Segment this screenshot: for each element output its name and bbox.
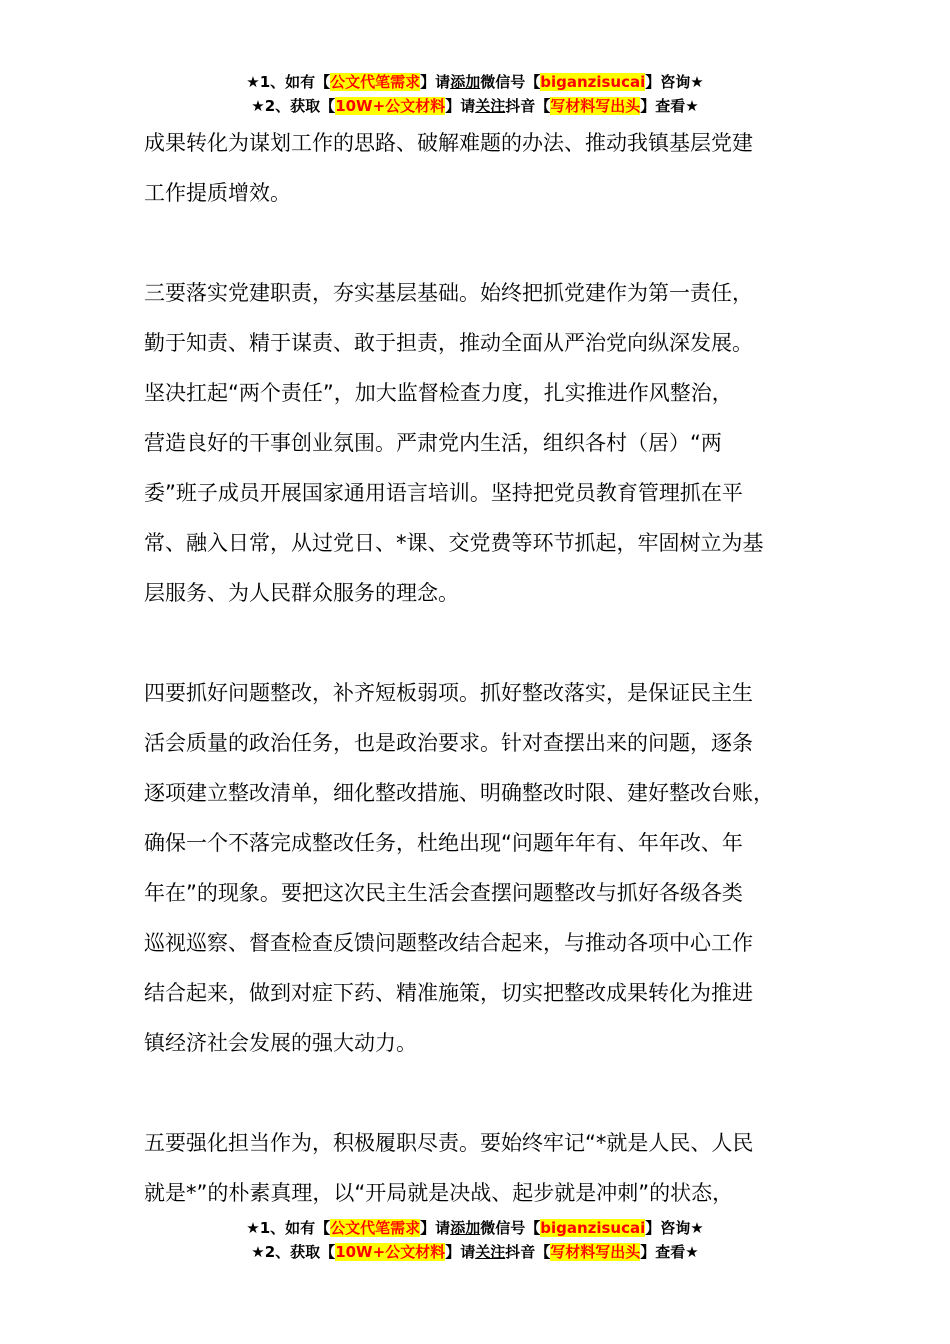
text-line: 坚决扛起“两个责任”，加大监督检查力度，扎实推进作风整治， [144, 381, 733, 405]
text-line: 勤于知责、精于谋责、敢于担责，推动全面从严治党向纵深发展。 [144, 331, 753, 355]
banner-highlight: 公文代笔需求 [330, 73, 421, 91]
footer-banner [0, 1216, 950, 1264]
banner-highlight: biganzisucai [540, 1219, 646, 1237]
banner-line-1 [0, 1216, 950, 1240]
text-line: 逐项建立整改清单，细化整改措施、明确整改时限、建好整改台账， [144, 781, 774, 805]
text-line: 层服务、为人民群众服务的理念。 [144, 581, 459, 605]
banner-text: 】请 [420, 1219, 451, 1237]
text-line: 就是*”的朴素真理，以“开局就是决战、起步就是冲刺”的状态， [144, 1181, 734, 1205]
banner-highlight: 写材料写出头 [550, 97, 641, 115]
banner-text: 】查看★ [640, 1243, 699, 1261]
banner-text: 抖音【 [505, 97, 551, 115]
paragraph-spacer [144, 218, 834, 268]
text-line: 工作提质增效。 [144, 181, 291, 205]
text-line: 四要抓好问题整改，补齐短板弱项。抓好整改落实，是保证民主生 [144, 681, 753, 705]
banner-underline: 关注 [475, 1243, 506, 1261]
banner-underline: 添加 [450, 73, 481, 91]
banner-line-2 [0, 94, 950, 118]
text-line: 常、融入日常，从过党日、*课、交党费等环节抓起，牢固树立为基 [144, 531, 764, 555]
banner-highlight: 写材料写出头 [550, 1243, 641, 1261]
banner-underline: 关注 [475, 97, 506, 115]
text-line: 确保一个不落完成整改任务，杜绝出现“问题年年有、年年改、年 [144, 831, 743, 855]
banner-text: ★1、如有【 [246, 1219, 331, 1237]
paragraph [144, 1118, 834, 1218]
text-line: 活会质量的政治任务，也是政治要求。针对查摆出来的问题，逐条 [144, 731, 753, 755]
banner-text: 】咨询★ [645, 1219, 704, 1237]
text-line: 委”班子成员开展国家通用语言培训。坚持把党员教育管理抓在平 [144, 481, 743, 505]
banner-text: 】请 [420, 73, 451, 91]
paragraph-spacer [144, 618, 834, 668]
banner-text: 微信号【 [480, 1219, 541, 1237]
text-line: 营造良好的干事创业氛围。严肃党内生活，组织各村（居）“两 [144, 431, 722, 455]
banner-text: 微信号【 [480, 73, 541, 91]
banner-text: 】查看★ [640, 97, 699, 115]
text-line: 年在”的现象。要把这次民主生活会查摆问题整改与抓好各级各类 [144, 881, 743, 905]
banner-text: ★2、获取【 [251, 1243, 336, 1261]
banner-text: 】请 [445, 97, 476, 115]
paragraph [144, 668, 834, 1068]
text-line: 结合起来，做到对症下药、精准施策，切实把整改成果转化为推进 [144, 981, 753, 1005]
paragraph-spacer [144, 1068, 834, 1118]
document-body [144, 118, 834, 1218]
banner-text: 抖音【 [505, 1243, 551, 1261]
text-line: 三要落实党建职责，夯实基层基础。始终把抓党建作为第一责任， [144, 281, 753, 305]
banner-text: 】请 [445, 1243, 476, 1261]
banner-highlight: 公文代笔需求 [330, 1219, 421, 1237]
text-line: 成果转化为谋划工作的思路、破解难题的办法、推动我镇基层党建 [144, 131, 753, 155]
paragraph [144, 118, 834, 218]
banner-line-2 [0, 1240, 950, 1264]
text-line: 五要强化担当作为，积极履职尽责。要始终牢记“*就是人民、人民 [144, 1131, 754, 1155]
banner-underline: 添加 [450, 1219, 481, 1237]
banner-text: ★2、获取【 [251, 97, 336, 115]
banner-highlight: 10W+公文材料 [335, 1243, 446, 1261]
text-line: 镇经济社会发展的强大动力。 [144, 1031, 417, 1055]
header-banner [0, 70, 950, 118]
banner-highlight: 10W+公文材料 [335, 97, 446, 115]
banner-text: ★1、如有【 [246, 73, 331, 91]
banner-highlight: biganzisucai [540, 73, 646, 91]
banner-text: 】咨询★ [645, 73, 704, 91]
paragraph [144, 268, 834, 618]
banner-line-1 [0, 70, 950, 94]
text-line: 巡视巡察、督查检查反馈问题整改结合起来，与推动各项中心工作 [144, 931, 753, 955]
